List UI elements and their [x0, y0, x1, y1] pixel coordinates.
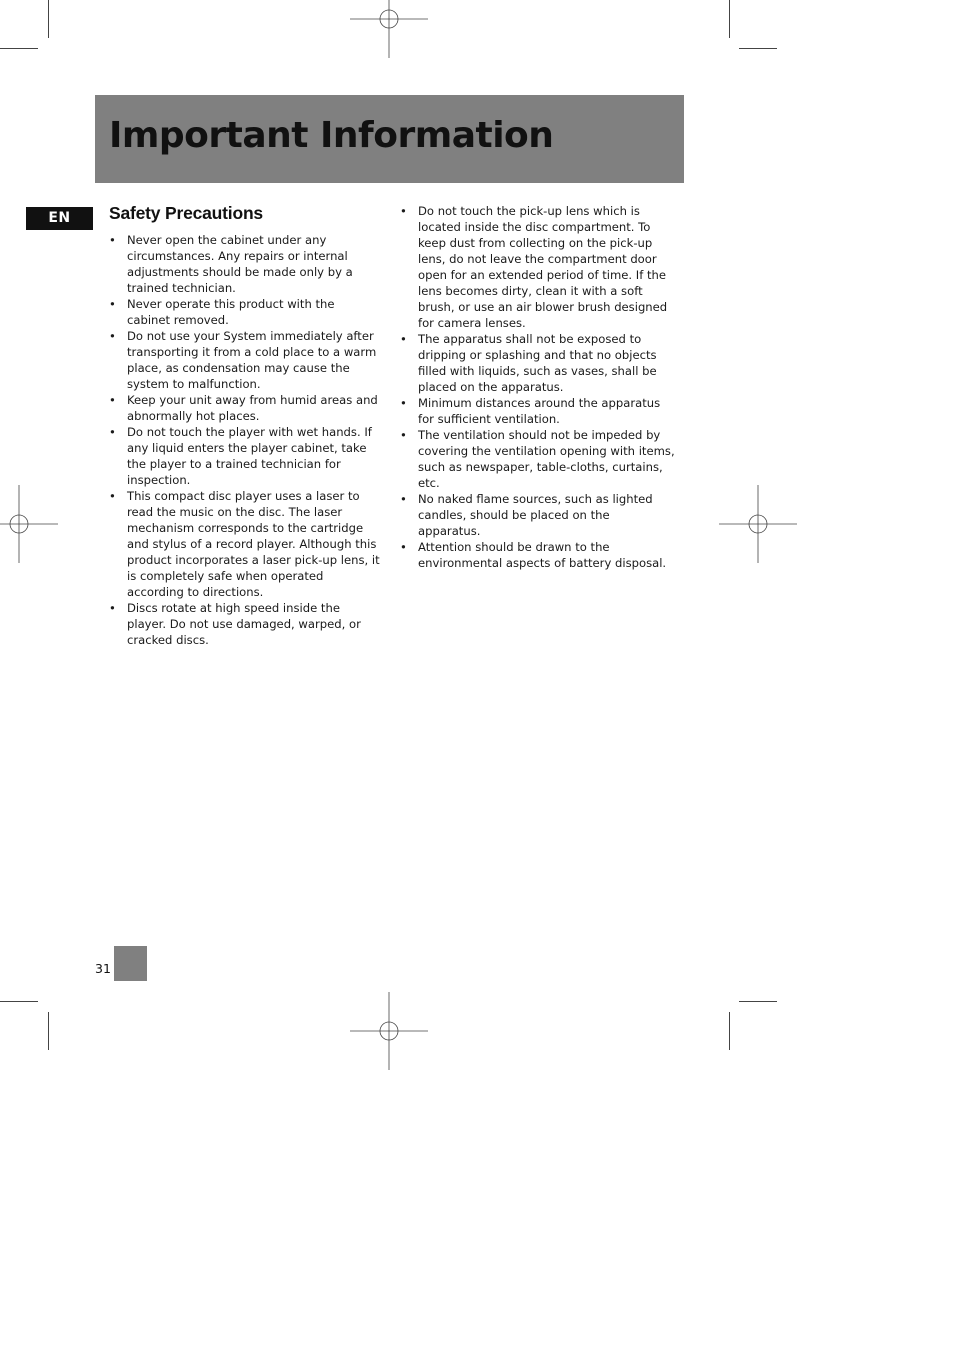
safety-list-left — [109, 232, 381, 648]
crop-mark-bottom-left-v — [48, 1012, 49, 1050]
list-item: • Do not touch the player with wet hands. If any liquid enters the player cabinet, take the player to a trained technician for inspection. — [109, 424, 381, 488]
crop-mark-bottom-right-h — [739, 1001, 777, 1002]
crop-mark-top-left-v — [48, 0, 49, 38]
list-item: • This compact disc player uses a laser to read the music on the disc. The laser mechanism corresponds to the cartridge and stylus of a record player. Although this product incorporates a laser pick-up lens, it is completely safe when operated according to directions. — [109, 488, 381, 600]
crop-mark-bottom-right-v — [729, 1012, 730, 1050]
list-item: • Never operate this product with the cabinet removed. — [109, 296, 381, 328]
crop-mark-top-right-h — [739, 48, 777, 49]
list-item: • No naked flame sources, such as lighted candles, should be placed on the apparatus. — [400, 491, 675, 539]
language-tab: EN — [26, 207, 93, 230]
list-item: • The apparatus shall not be exposed to dripping or splashing and that no objects filled with liquids, such as vases, shall be placed on the apparatus. — [400, 331, 675, 395]
list-item: • Keep your unit away from humid areas and abnormally hot places. — [109, 392, 381, 424]
page-title: Important Information — [109, 115, 554, 156]
page-number: 31 — [95, 961, 111, 976]
crop-mark-bottom-left-h — [0, 1001, 38, 1002]
list-item: • The ventilation should not be impeded by covering the ventilation opening with items, such as newspaper, table-cloths, curtains, etc. — [400, 427, 675, 491]
registration-mark-left — [0, 485, 58, 563]
crop-mark-top-right-v — [729, 0, 730, 38]
list-item: • Discs rotate at high speed inside the player. Do not use damaged, warped, or cracked discs. — [109, 600, 381, 648]
crop-mark-top-left-h — [0, 48, 38, 49]
list-item: • Do not use your System immediately after transporting it from a cold place to a warm place, as condensation may cause the system to malfunction. — [109, 328, 381, 392]
list-item: • Minimum distances around the apparatus for sufficient ventilation. — [400, 395, 675, 427]
registration-mark-right — [719, 485, 797, 563]
list-item: • Attention should be drawn to the environmental aspects of battery disposal. — [400, 539, 675, 571]
list-item: • Never open the cabinet under any circumstances. Any repairs or internal adjustments should be made only by a trained technician. — [109, 232, 381, 296]
safety-list-right — [400, 203, 675, 571]
title-bar — [95, 95, 684, 183]
page-tab — [114, 946, 147, 981]
registration-mark-top — [350, 0, 428, 58]
list-item: • Do not touch the pick-up lens which is located inside the disc compartment. To keep dust from collecting on the pick-up lens, do not leave the compartment door open for an extended period of time. If the lens becomes dirty, clean it with a soft brush, or use an air blower brush designed for camera lenses. — [400, 203, 675, 331]
section-title: Safety Precautions — [109, 203, 263, 223]
registration-mark-bottom — [350, 992, 428, 1070]
